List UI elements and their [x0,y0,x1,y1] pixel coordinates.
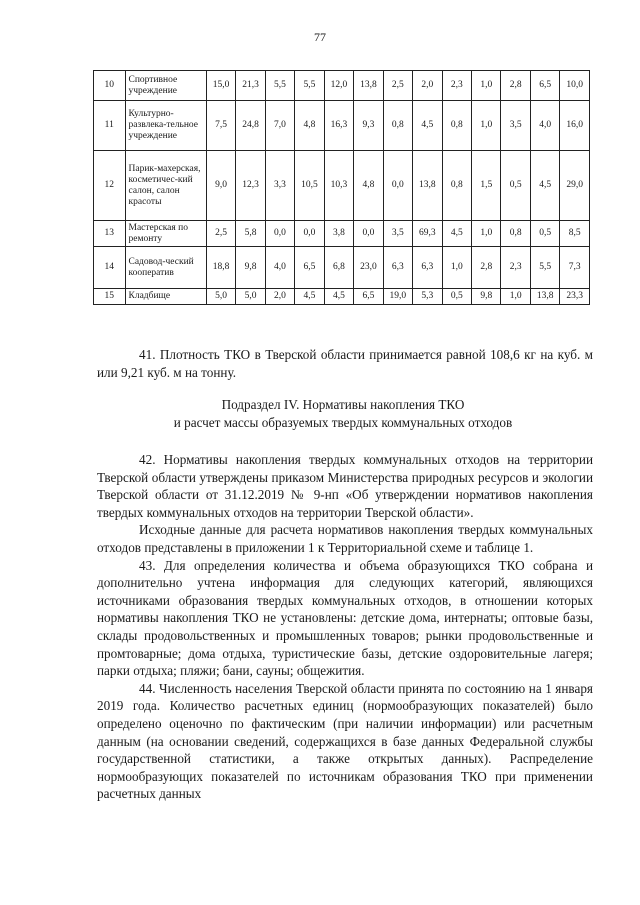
table-cell: 12,3 [236,151,265,221]
table-cell: 1,0 [472,221,501,247]
table-cell: 23,0 [354,247,383,289]
table-cell: 7,0 [265,101,294,151]
table-cell: 23,3 [560,289,590,305]
waste-composition-table [93,70,590,305]
table-cell: 1,5 [472,151,501,221]
table-cell: 29,0 [560,151,590,221]
table-cell: 16,3 [324,101,353,151]
table-cell: 16,0 [560,101,590,151]
table-cell: 4,5 [530,151,559,221]
table-cell: 6,3 [413,247,442,289]
row-number: 10 [94,71,126,101]
table-cell: 13,8 [413,151,442,221]
table-cell: 21,3 [236,71,265,101]
table-cell: 8,5 [560,221,590,247]
table-cell: 2,8 [501,71,530,101]
page-number: 77 [314,30,326,44]
table-cell: 69,3 [413,221,442,247]
table-cell: 0,8 [442,151,471,221]
table-cell: 19,0 [383,289,412,305]
paragraph-44: 44. Численность населения Тверской области принята по состоянию на 1 января 2019 года. Количество расчетных единиц (нормообразующих показателей) было определено оценочно по фактическим (при наличии информации) или расчетным данным (на основании сведений, содержащихся в базе данных Федеральной службы государственной статистики, а также открытых данных). Распределение нормообразующих показателей по источникам образования ТКО при применении расчетных данных [97,680,593,802]
table-cell: 3,5 [383,221,412,247]
row-number: 15 [94,289,126,305]
table-cell: 0,0 [295,221,324,247]
table-cell: 10,5 [295,151,324,221]
row-number: 13 [94,221,126,247]
table-cell: 3,5 [501,101,530,151]
table-row [94,71,590,101]
table-cell: 1,0 [501,289,530,305]
table-cell: 5,5 [530,247,559,289]
table-cell: 4,5 [442,221,471,247]
table-cell: 5,5 [295,71,324,101]
table-cell: 0,5 [530,221,559,247]
row-name: Кладбище [125,289,206,305]
paragraph-42b: Исходные данные для расчета нормативов накопления твердых коммунальных отходов представлены в приложении 1 к Территориальной схеме и таблице 1. [97,522,593,555]
row-number: 11 [94,101,126,151]
table-cell: 18,8 [206,247,235,289]
table-row [94,221,590,247]
table-cell: 5,8 [236,221,265,247]
row-name: Мастерская по ремонту [125,221,206,247]
table-cell: 4,8 [295,101,324,151]
table-cell: 0,0 [265,221,294,247]
table-cell: 7,5 [206,101,235,151]
subsection-heading [93,396,593,432]
table-cell: 2,3 [501,247,530,289]
table-cell: 5,3 [413,289,442,305]
table-cell: 15,0 [206,71,235,101]
table-cell: 0,0 [354,221,383,247]
table-cell: 0,8 [442,101,471,151]
table-cell: 4,8 [354,151,383,221]
table-cell: 12,0 [324,71,353,101]
subsection-heading-line1: Подраздел IV. Нормативы накопления ТКО [221,397,465,412]
table-cell: 2,5 [206,221,235,247]
row-name: Парик-махерская, косметичес-кий салон, салон красоты [125,151,206,221]
table-cell: 2,0 [265,289,294,305]
table-cell: 10,3 [324,151,353,221]
row-number: 14 [94,247,126,289]
table-cell: 4,0 [265,247,294,289]
table-cell: 6,3 [383,247,412,289]
table-cell: 1,0 [472,71,501,101]
paragraph-42-block [97,451,593,803]
row-name: Культурно-развлека-тельное учреждение [125,101,206,151]
paragraph-41-text: 41. Плотность ТКО в Тверской области принимается равной 108,6 кг на куб. м или 9,21 куб. м на тонну. [97,347,593,380]
table-cell: 1,0 [472,101,501,151]
table-cell: 24,8 [236,101,265,151]
table-cell: 4,0 [530,101,559,151]
table-cell: 5,0 [206,289,235,305]
table-cell: 5,5 [265,71,294,101]
row-name: Садовод-ческий кооператив [125,247,206,289]
table-cell: 6,5 [295,247,324,289]
table-cell: 9,3 [354,101,383,151]
table-cell: 6,8 [324,247,353,289]
table-cell: 3,3 [265,151,294,221]
paragraph-41 [97,346,593,381]
paragraph-43: 43. Для определения количества и объема образующихся ТКО собрана и дополнительно учтена информация для следующих категорий, являющихся источниками образования твердых коммунальных отходов, в отношении которых нормативы накопления ТКО не установлены: детские дома, интернаты; оптовые базы, склады продовольственных и промышленных товаров; рынки продовольственные и промтоварные; дома отдыха, туристические базы, детские оздоровительные лагеря; парки отдыха; пляжи; бани, сауны; общежития. [97,557,593,679]
row-number: 12 [94,151,126,221]
table-cell: 10,0 [560,71,590,101]
table-row [94,247,590,289]
table-cell: 6,5 [354,289,383,305]
table-cell: 9,0 [206,151,235,221]
table-cell: 3,8 [324,221,353,247]
table-cell: 4,5 [295,289,324,305]
table-cell: 0,8 [501,221,530,247]
table-cell: 1,0 [442,247,471,289]
table-cell: 0,8 [383,101,412,151]
table-cell: 0,5 [501,151,530,221]
subsection-heading-line2: и расчет массы образуемых твердых коммунальных отходов [173,415,513,430]
table-cell: 0,5 [442,289,471,305]
table-cell: 2,8 [472,247,501,289]
table-cell: 9,8 [472,289,501,305]
table-cell: 2,0 [413,71,442,101]
table-cell: 0,0 [383,151,412,221]
row-name: Спортивное учреждение [125,71,206,101]
table-cell: 13,8 [354,71,383,101]
table-cell: 2,5 [383,71,412,101]
table-row [94,151,590,221]
table-cell: 7,3 [560,247,590,289]
table-cell: 4,5 [324,289,353,305]
table-cell: 2,3 [442,71,471,101]
table-cell: 6,5 [530,71,559,101]
table-cell: 9,8 [236,247,265,289]
table-row [94,289,590,305]
table-row [94,101,590,151]
paragraph-42: 42. Нормативы накопления твердых коммунальных отходов на территории Тверской области утверждены приказом Министерства природных ресурсов и экологии Тверской области от 31.12.2019 № 9-нп «Об утверждении нормативов накопления твердых коммунальных отходов на территории Тверской области». [97,452,593,520]
table-cell: 13,8 [530,289,559,305]
table-cell: 4,5 [413,101,442,151]
table-cell: 5,0 [236,289,265,305]
